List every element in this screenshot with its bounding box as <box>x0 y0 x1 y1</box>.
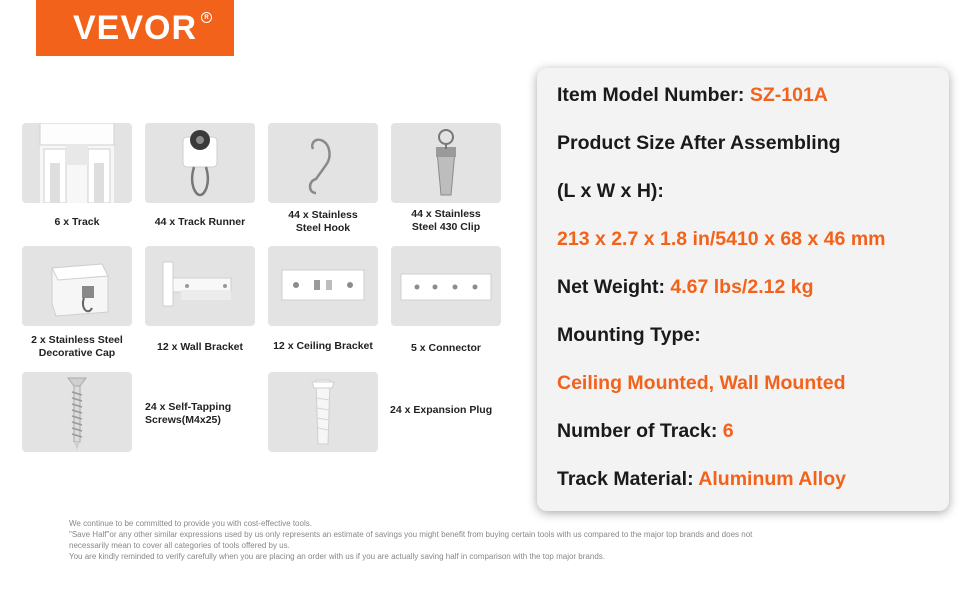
item-label-line2: Steel 430 Clip <box>411 221 481 233</box>
spec-value: 4.67 lbs/2.12 kg <box>670 276 814 298</box>
item-label-line2: Decorative Cap <box>38 347 116 359</box>
vevor-logo <box>36 0 234 56</box>
self-tapping-screw-image <box>22 372 132 452</box>
wall-bracket-image <box>145 246 255 326</box>
spec-material <box>557 468 846 491</box>
item-label <box>268 209 378 235</box>
item-label-line1: 44 x Stainless <box>288 209 358 221</box>
steel-clip-image <box>391 123 501 203</box>
item-label-line2: Screws(M4x25) <box>145 414 221 426</box>
expansion-plug-image <box>268 372 378 452</box>
spec-size-label-2: (L x W x H): <box>557 180 664 202</box>
registered-mark: R <box>201 12 212 23</box>
spec-label: Net Weight: <box>557 276 665 298</box>
disclaimer-line: "Save Half"or any other similar expressions used by us only represents an estimate of savings you might benefit from buying certain tools with us compared to the major top brands and does not <box>69 530 753 539</box>
item-label: 44 x Track Runner <box>154 216 246 228</box>
spec-value: 6 <box>722 420 734 442</box>
item-label: 12 x Ceiling Bracket <box>273 340 373 352</box>
spec-label: Track Material: <box>557 468 694 490</box>
spec-model <box>557 84 828 107</box>
item-label <box>18 334 136 360</box>
spec-label: Item Model Number: <box>557 84 745 106</box>
item-label: 6 x Track <box>54 216 100 228</box>
disclaimer-line: We continue to be committed to provide you with cost-effective tools. <box>69 519 312 528</box>
item-label-line2: Steel Hook <box>295 222 351 234</box>
item-label: 24 x Expansion Plug <box>390 404 493 416</box>
track-runner-image <box>145 123 255 203</box>
decorative-cap-image <box>22 246 132 326</box>
item-label-line1: 2 x Stainless Steel <box>31 334 123 346</box>
ceiling-bracket-image <box>268 246 378 326</box>
logo-text: VEVOR <box>72 8 198 47</box>
spec-weight <box>557 276 813 299</box>
connector-image <box>391 246 501 326</box>
item-label: 5 x Connector <box>410 342 481 354</box>
item-label-line1: 44 x Stainless <box>411 208 481 220</box>
steel-hook-image <box>268 123 378 203</box>
item-label-line1: 24 x Self-Tapping <box>145 401 232 413</box>
track-image <box>22 123 132 203</box>
item-label <box>391 208 501 234</box>
spec-size-value: 213 x 2.7 x 1.8 in/5410 x 68 x 46 mm <box>557 228 886 250</box>
spec-card <box>537 68 949 511</box>
disclaimer <box>69 518 869 562</box>
spec-value: SZ-101A <box>749 84 828 106</box>
spec-tracks <box>557 420 734 443</box>
disclaimer-line: necessarily mean to cover all categories of tools offered by us. <box>69 541 290 550</box>
spec-mounting-value: Ceiling Mounted, Wall Mounted <box>557 372 846 394</box>
item-label: 12 x Wall Bracket <box>157 341 243 353</box>
spec-label: Number of Track: <box>557 420 718 442</box>
spec-size-label: Product Size After Assembling <box>557 132 841 154</box>
item-label <box>145 401 265 427</box>
disclaimer-line: You are kindly reminded to verify carefully when you are placing an order with us if you are actually saving half in comparison with the top major brands. <box>69 552 605 561</box>
spec-value: Aluminum Alloy <box>698 468 846 490</box>
spec-mounting-label: Mounting Type: <box>557 324 701 346</box>
